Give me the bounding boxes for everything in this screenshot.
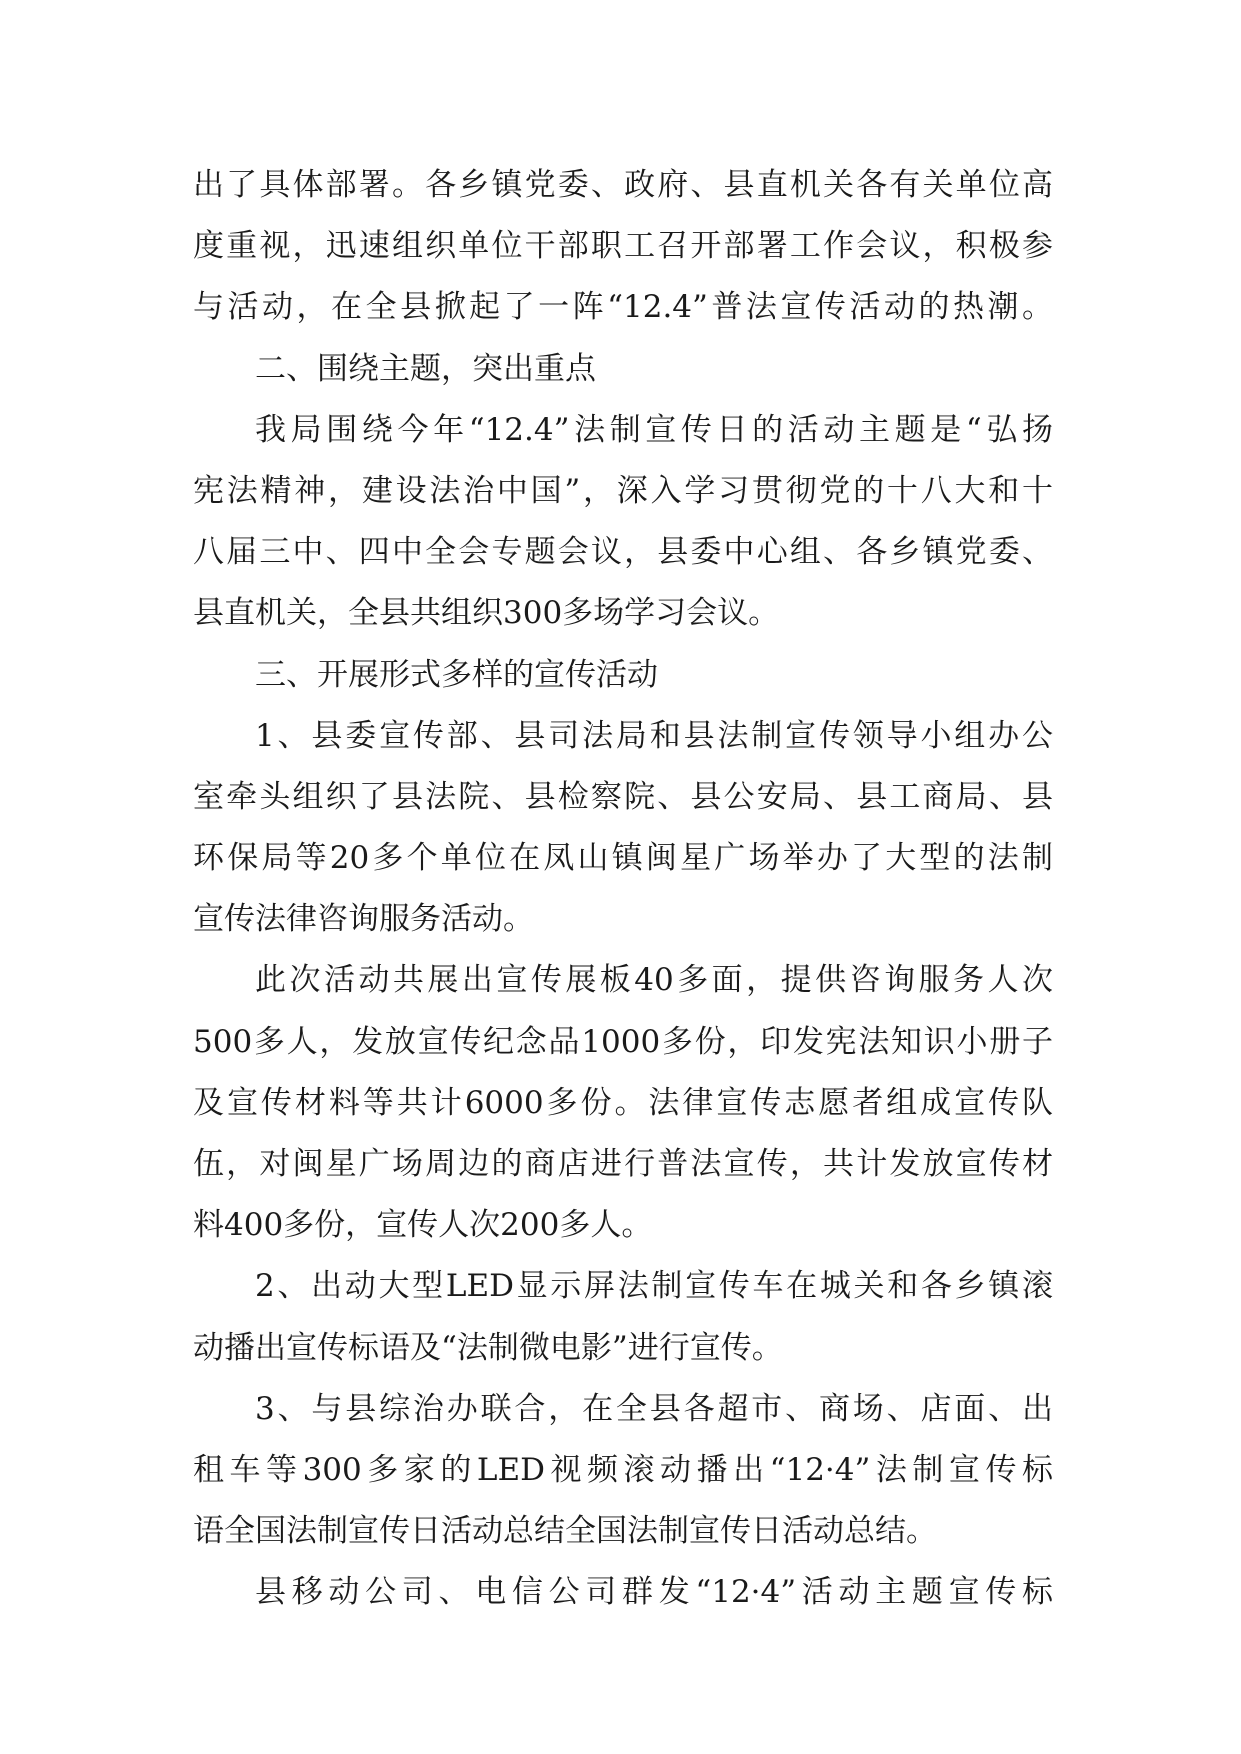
paragraph-first-line: 我局围绕今年“12.4”法制宣传日的活动主题是“弘扬: [255, 411, 1053, 448]
paragraph-first-line: 1、县委宣传部、县司法局和县法制宣传领导小组办公: [255, 717, 1053, 754]
section-heading: 三、开展形式多样的宣传活动: [255, 656, 658, 693]
text-line: 室牵头组织了县法院、县检察院、县公安局、县工商局、县: [193, 778, 1053, 815]
text-line: 出了具体部署。各乡镇党委、政府、县直机关各有关单位高: [193, 167, 1053, 203]
text-line: 度重视，迅速组织单位干部职工召开部署工作会议，积极参: [193, 228, 1053, 265]
text-line: 租车等300多家的LED视频滚动播出“12·4”法制宣传标: [193, 1451, 1053, 1488]
text-line: 与活动，在全县掀起了一阵“12.4”普法宣传活动的热潮。: [193, 289, 1053, 326]
text-line: 语全国法制宣传日活动总结全国法制宣传日活动总结。: [193, 1513, 937, 1550]
paragraph-first-line: 县移动公司、电信公司群发“12·4”活动主题宣传标: [255, 1574, 1053, 1611]
text-line: 宪法精神，建设法治中国”，深入学习贯彻党的十八大和十: [193, 472, 1053, 509]
text-line: 县直机关，全县共组织300多场学习会议。: [193, 595, 780, 632]
document-body: [193, 155, 1053, 1624]
text-line: 伍，对闽星广场周边的商店进行普法宣传，共计发放宣传材: [193, 1146, 1053, 1182]
text-line: 料400多份，宣传人次200多人。: [193, 1207, 653, 1244]
text-line: 及宣传材料等共计6000多份。法律宣传志愿者组成宣传队: [193, 1084, 1053, 1121]
text-line: 500多人，发放宣传纪念品1000多份，印发宪法知识小册子: [193, 1023, 1053, 1060]
text-line: 动播出宣传标语及“法制微电影”进行宣传。: [193, 1329, 783, 1366]
section-heading: 二、围绕主题，突出重点: [255, 350, 596, 387]
text-line: 八届三中、四中全会专题会议，县委中心组、各乡镇党委、: [193, 534, 1053, 571]
paragraph-first-line: 此次活动共展出宣传展板40多面，提供咨询服务人次: [255, 962, 1053, 999]
paragraph-first-line: 3、与县综治办联合，在全县各超市、商场、店面、出: [255, 1390, 1053, 1427]
paragraph-first-line: 2、出动大型LED显示屏法制宣传车在城关和各乡镇滚: [255, 1268, 1053, 1305]
text-line: 环保局等20多个单位在凤山镇闽星广场举办了大型的法制: [193, 840, 1053, 877]
text-line: 宣传法律咨询服务活动。: [193, 901, 534, 938]
